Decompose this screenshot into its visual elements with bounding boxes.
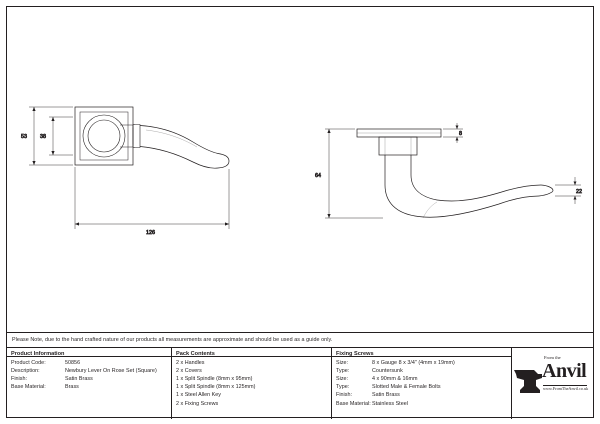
pack-contents-header: Pack Contents [172, 348, 331, 357]
list-item: 2 x Fixing Screws [176, 400, 219, 407]
product-information-header: Product Information [7, 348, 171, 357]
drawing-area [7, 7, 593, 332]
dim-rose-inner-height: 38 [40, 134, 46, 140]
fixing-screws-header: Fixing Screws [332, 348, 511, 357]
dim-rose-height: 53 [21, 134, 27, 140]
table-row [336, 367, 511, 375]
table-row [336, 359, 511, 367]
screw-size-label-2: Size: [336, 375, 349, 382]
anvil-icon [514, 360, 544, 396]
screw-finish-label: Finish: [336, 392, 353, 399]
screw-base-material-label: Base Material: [336, 400, 371, 407]
product-information-column [7, 348, 172, 419]
dim-rose-depth: 8 [459, 131, 462, 137]
dim-overall-length: 126 [146, 230, 155, 236]
finish-value: Satin Brass [65, 375, 93, 382]
dim-lever-diameter: 22 [576, 189, 582, 195]
product-code-label: Product Code: [11, 359, 46, 366]
table-row [11, 383, 171, 391]
table-row [336, 391, 511, 399]
table-row [336, 383, 511, 391]
pack-contents-column [172, 348, 332, 419]
screw-base-material-value: Stainless Steel [372, 400, 408, 407]
dim-projection-height: 64 [315, 173, 321, 179]
list-item: 2 x Handles [176, 359, 205, 366]
brand-logo [512, 348, 593, 419]
screw-type-value-1: Countersunk [372, 367, 403, 374]
table-row [336, 375, 511, 383]
logo-from-the-text: From the [544, 355, 561, 360]
note-divider [7, 332, 593, 333]
side-view [357, 129, 553, 218]
description-label: Description: [11, 367, 40, 374]
description-value: Newbury Lever On Rose Set (Square) [65, 367, 157, 374]
screw-size-value-2: 4 x 90mm & 16mm [372, 375, 418, 382]
table-row [336, 400, 511, 408]
list-item: 2 x Covers [176, 367, 202, 374]
table-row [11, 359, 171, 367]
list-item: 1 x Steel Allen Key [176, 392, 221, 399]
screw-type-label-2: Type: [336, 384, 350, 391]
list-item: 1 x Split Spindle (8mm x 95mm) [176, 375, 253, 382]
front-view [75, 107, 229, 168]
base-material-label: Base Material: [11, 384, 46, 391]
product-drawings [7, 7, 593, 332]
screw-size-value-1: 8 x Gauge 8 x 3/4" (4mm x 19mm) [372, 359, 455, 366]
logo-divider [543, 385, 587, 386]
logo-url-text: www.FromTheAnvil.co.uk [543, 386, 589, 391]
fixing-screws-column [332, 348, 512, 419]
list-item: 1 x Split Spindle (8mm x 125mm) [176, 384, 256, 391]
screw-size-label-1: Size: [336, 359, 349, 366]
screw-type-label-1: Type: [336, 367, 350, 374]
base-material-value: Brass [65, 384, 79, 391]
info-table [7, 347, 593, 418]
table-row [11, 375, 171, 383]
guide-note: Please Note, due to the hand crafted nature of our products all measurements are approximate and should be used as a guide only. [12, 337, 333, 343]
brand-column [512, 348, 593, 419]
product-code-value: 50856 [65, 359, 81, 366]
screw-type-value-2: Slotted Male & Female Bolts [372, 384, 441, 391]
finish-label: Finish: [11, 375, 28, 382]
table-row [11, 367, 171, 375]
screw-finish-value: Satin Brass [372, 392, 400, 399]
logo-brand-text: Anvil [542, 360, 587, 382]
